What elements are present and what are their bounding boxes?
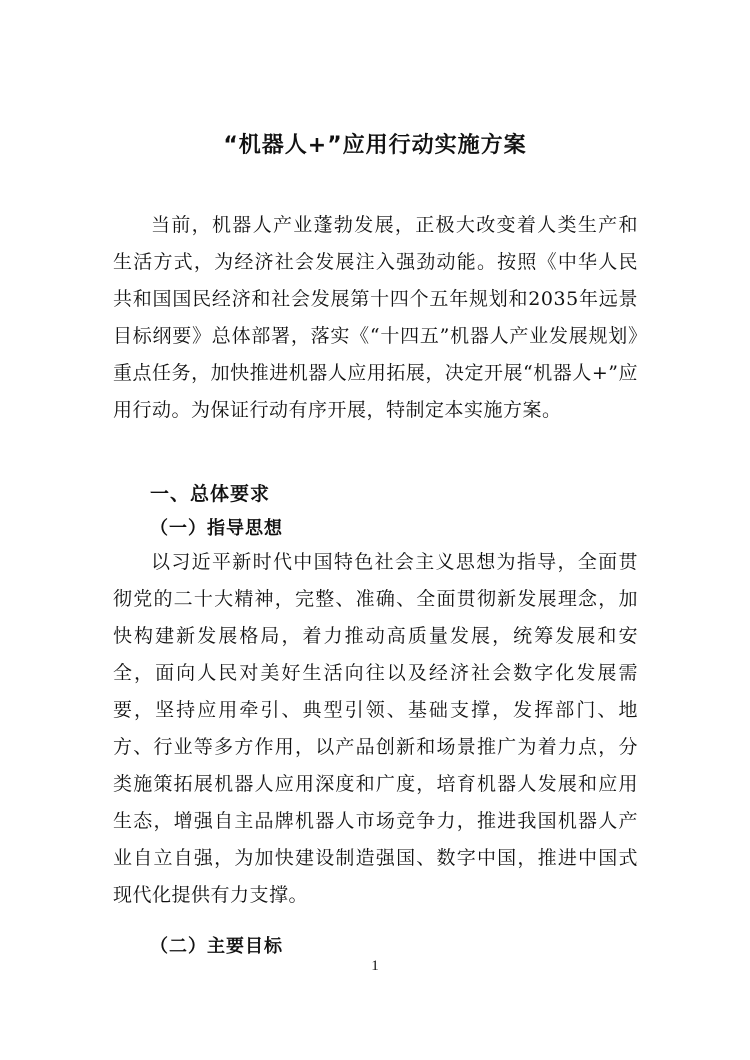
subsection-heading-main-goals: （二）主要目标	[150, 936, 283, 957]
guiding-ideology-paragraph: 以习近平新时代中国特色社会主义思想为指导，全面贯彻党的二十大精神，完整、准确、全面贯彻新发展理念，加快构建新发展格局，着力推动高质量发展，统筹发展和安全，面向人民对美好生活向往以及经济社会数字化发展需要，坚持应用牵引、典型引领、基础支撑，发挥部门、地方、行业等多方作用，以产品创新和场景推广为着力点，分类施策拓展机器人应用深度和广度，培育机器人发展和应用生态，增强自主品牌机器人市场竞争力，推进我国机器人产业自立自强，为加快建设制造强国、数字中国，推进中国式现代化提供有力支撑。	[113, 551, 638, 906]
document-title: “机器人+”应用行动实施方案	[223, 133, 527, 158]
intro-paragraph: 当前，机器人产业蓬勃发展，正极大改变着人类生产和生活方式，为经济社会发展注入强劲动能。按照《中华人民共和国国民经济和社会发展第十四个五年规划和2035年远景目标纲要》总体部署，落实《“十四五”机器人产业发展规划》重点任务，加快推进机器人应用拓展，决定开展“机器人+”应用行动。为保证行动有序开展，特制定本实施方案。	[113, 214, 638, 421]
subsection-heading-guiding-ideology: （一）指导思想	[150, 518, 283, 539]
page-number: 1	[371, 958, 379, 974]
section-heading-general-requirements: 一、总体要求	[150, 483, 271, 505]
